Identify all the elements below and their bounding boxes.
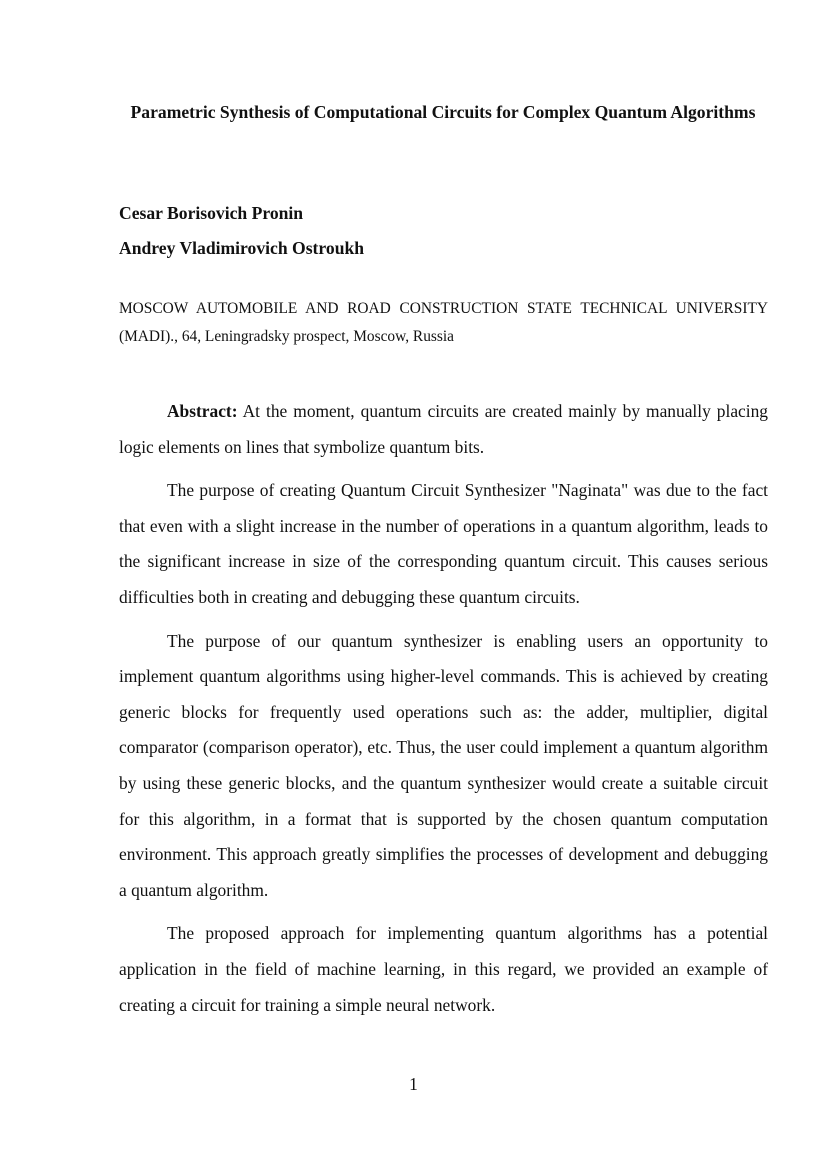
paper-title: Parametric Synthesis of Computational Circuits for Complex Quantum Algorithms — [130, 102, 756, 122]
affiliation: MOSCOW AUTOMOBILE AND ROAD CONSTRUCTION STATE TECHNICAL UNIVERSITY (MADI)., 64, Leningradsky prospect, Moscow, Russia — [119, 300, 768, 345]
body-paragraph: The purpose of creating Quantum Circuit Synthesizer "Naginata" was due to the fact that even with a slight increase in the number of operations in a quantum algorithm, leads to the significant increase in size of the corresponding quantum circuit. This causes serious difficulties both in creating and debugging these quantum circuits. — [119, 480, 768, 607]
body-paragraph: The purpose of our quantum synthesizer is enabling users an opportunity to implement quantum algorithms using higher-level commands. This is achieved by creating generic blocks for frequently used operations such as: the adder, multiplier, digital comparator (comparison operator), etc. Thus, the user could implement a quantum algorithm by using these generic blocks, and the quantum synthesizer would create a suitable circuit for this algorithm, in a format that is supported by the chosen quantum computation environment. This approach greatly simplifies the processes of development and debugging a quantum algorithm. — [119, 630, 768, 900]
author-name: Andrey Vladimirovich Ostroukh — [119, 238, 365, 258]
abstract-paragraph — [119, 394, 768, 465]
abstract-label: Abstract: — [167, 401, 238, 421]
body-paragraph: The proposed approach for implementing quantum algorithms has a potential application in the field of machine learning, in this regard, we provided an example of creating a circuit for training a simple neural network. — [119, 923, 768, 1015]
body-text — [119, 394, 768, 1031]
abstract-text: At the moment, quantum circuits are created mainly by manually placing logic elements on lines that symbolize quantum bits. — [119, 401, 768, 457]
author-list — [119, 196, 364, 266]
author-name: Cesar Borisovich Pronin — [119, 203, 304, 223]
page-number: 1 — [409, 1074, 418, 1094]
